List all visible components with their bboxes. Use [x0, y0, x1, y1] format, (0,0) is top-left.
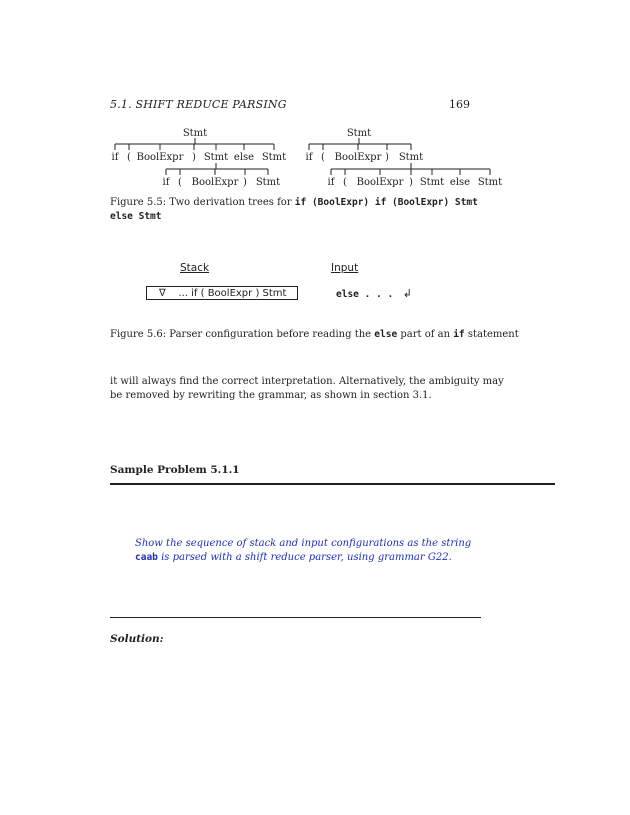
tree-right-l2-stmt2: Stmt	[477, 177, 503, 188]
caption-prefix: Figure 5.5: Two derivation trees for	[110, 197, 292, 208]
stack-label: Stack	[180, 262, 210, 274]
tree-left-l2-if: if	[162, 177, 170, 188]
input-contents-row	[336, 287, 412, 300]
caption56-middle: part of an	[400, 329, 451, 340]
tree-left-l2-boolexpr: BoolExpr	[191, 177, 239, 188]
input-label: Input	[331, 262, 359, 274]
tree-left-root: Stmt	[182, 128, 208, 139]
input-contents: else . . .	[336, 289, 394, 300]
stack-contents: ... if ( BoolExpr ) Stmt	[178, 288, 287, 299]
tree-left-l1-if: if	[111, 152, 119, 163]
tree-left-l1-else: else	[233, 152, 255, 163]
caption-code-line2: else Stmt	[110, 211, 162, 222]
tree-right-l2-if: if	[327, 177, 335, 188]
tree-right-root: Stmt	[346, 128, 372, 139]
figure-5-5-caption	[110, 196, 478, 224]
tree-left-l1-rparen: )	[192, 152, 196, 163]
paragraph-line1: it will always find the correct interpretation. Alternatively, the ambiguity may	[110, 376, 504, 387]
sample-problem-text	[135, 537, 471, 565]
tree-left-l2-rparen: )	[243, 177, 247, 188]
caption-code-line1: if (BoolExpr) if (BoolExpr) Stmt	[294, 197, 478, 208]
tree-left-l2-stmt: Stmt	[255, 177, 281, 188]
page-number: 169	[449, 98, 470, 111]
sample-problem-rule-bottom	[110, 617, 481, 618]
tree-right-l1-stmt: Stmt	[398, 152, 424, 163]
tree-left-l1-stmt2: Stmt	[261, 152, 287, 163]
stack-bottom-symbol: ∇	[159, 288, 166, 299]
tree-right-l2-stmt: Stmt	[419, 177, 445, 188]
tree-left-l1-stmt: Stmt	[203, 152, 229, 163]
tree-left-l1-lparen: (	[127, 152, 131, 163]
body-paragraph	[110, 375, 504, 403]
caption56-after: statement	[467, 329, 519, 340]
derivation-trees	[108, 124, 508, 192]
tree-right-l2-boolexpr: BoolExpr	[356, 177, 404, 188]
end-marker-icon: ↲	[402, 287, 412, 300]
solution-label: Solution:	[110, 633, 164, 645]
stack-box	[146, 286, 298, 300]
tree-right-l1-boolexpr: BoolExpr	[334, 152, 382, 163]
caption56-code-else: else	[374, 329, 398, 340]
tree-right-l1-rparen: )	[385, 152, 389, 163]
sample-problem-title: Sample Problem 5.1.1	[110, 464, 240, 476]
problem-line2: is parsed with a shift reduce parser, using grammar G22.	[161, 552, 452, 563]
tree-right-l2-lparen: (	[343, 177, 347, 188]
caption56-before: Figure 5.6: Parser configuration before reading the	[110, 329, 372, 340]
tree-right-l2-rparen: )	[409, 177, 413, 188]
problem-line1: Show the sequence of stack and input configurations as the string	[135, 538, 472, 549]
tree-right-l2-else: else	[449, 177, 471, 188]
tree-left-l1-boolexpr: BoolExpr	[136, 152, 184, 163]
running-header: 5.1. SHIFT REDUCE PARSING	[110, 98, 287, 111]
sample-problem-rule-top	[110, 483, 555, 485]
tree-right-l1-lparen: (	[321, 152, 325, 163]
tree-left-l2-lparen: (	[178, 177, 182, 188]
tree-right-l1-if: if	[305, 152, 313, 163]
problem-code: caab	[135, 552, 158, 563]
caption56-code-if: if	[453, 329, 465, 340]
paragraph-line2: be removed by rewriting the grammar, as shown in section 3.1.	[110, 390, 432, 401]
figure-5-6-caption	[110, 328, 519, 342]
